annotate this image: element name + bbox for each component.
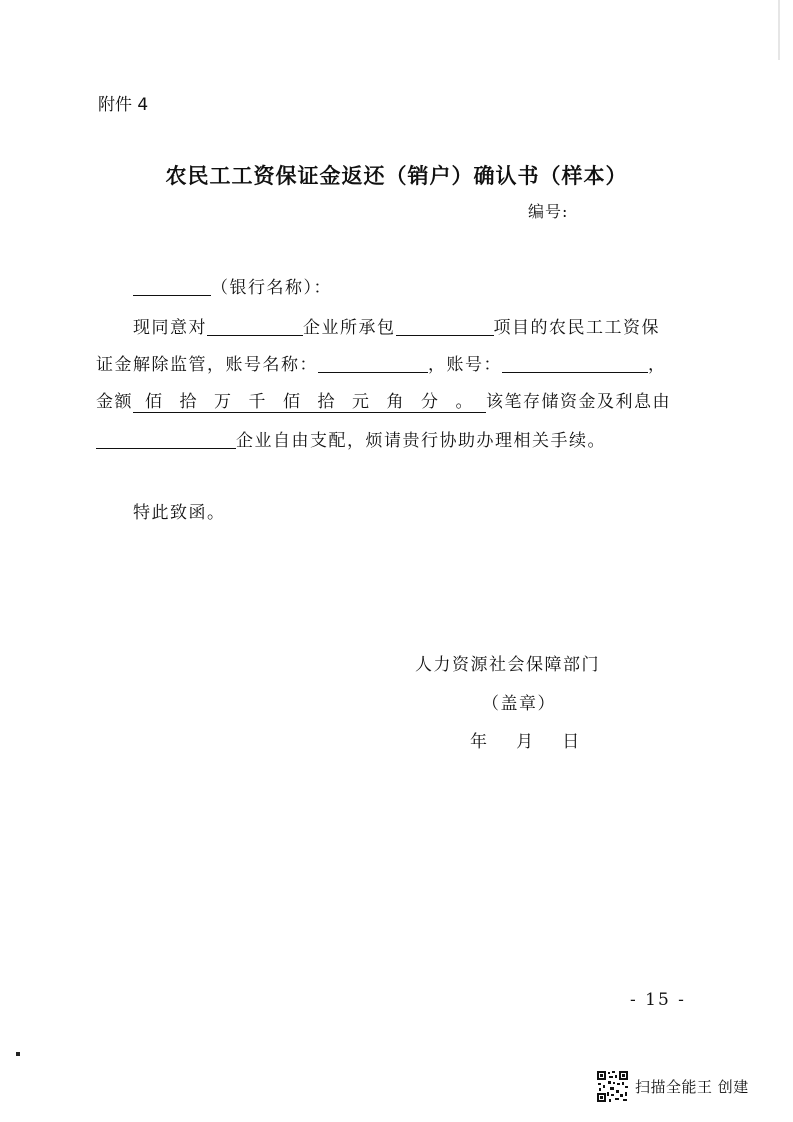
- amount-unit: 分: [421, 392, 440, 412]
- closing-remark: 特此致函。: [133, 503, 226, 523]
- page-edge-shadow: [778, 0, 780, 60]
- paragraph-line-1: [133, 313, 660, 338]
- recipient-company-blank: [96, 430, 236, 449]
- department-signature: 人力资源社会保障部门: [415, 655, 600, 675]
- text-account-number-label: ，账号：: [428, 355, 502, 375]
- amount-unit: 角: [386, 392, 405, 412]
- account-number-blank: [502, 354, 648, 373]
- paragraph-line-3: [96, 387, 671, 413]
- document-title: 农民工工资保证金返还（销户）确认书（样本）: [165, 163, 628, 188]
- text-agree: 现同意对: [133, 318, 207, 338]
- amount-unit: 元: [352, 392, 371, 412]
- bank-name-label: （银行名称）：: [211, 278, 332, 298]
- serial-number-label: 编号:: [528, 202, 569, 221]
- text-comma: ，: [648, 355, 667, 375]
- bank-name-line: [133, 273, 332, 298]
- paragraph-line-4: [96, 426, 606, 451]
- bank-name-blank: [133, 277, 211, 296]
- amount-unit: 万: [214, 392, 233, 412]
- text-company-contract: 企业所承包: [303, 318, 396, 338]
- amount-unit: 拾: [179, 392, 198, 412]
- company-blank: [207, 317, 303, 336]
- amount-in-words: [133, 387, 486, 413]
- page-number: - 15 -: [630, 990, 686, 1010]
- text-project: 项目的农民工工资保: [493, 318, 660, 338]
- qr-code-icon: [596, 1070, 629, 1103]
- amount-unit: 千: [248, 392, 267, 412]
- amount-unit: 佰: [145, 392, 164, 412]
- amount-unit: 佰: [283, 392, 302, 412]
- text-account-name-label: 证金解除监管，账号名称：: [96, 355, 318, 375]
- date-line: 年 月 日: [470, 732, 581, 752]
- amount-unit: 拾: [317, 392, 336, 412]
- text-funds-interest: 该笔存储资金及利息由: [486, 392, 671, 412]
- text-free-disposal: 企业自由支配，烦请贵行协助办理相关手续。: [236, 431, 606, 451]
- project-blank: [396, 317, 494, 336]
- account-name-blank: [318, 354, 428, 373]
- seal-label: （盖章）: [482, 694, 556, 714]
- scanner-watermark: [596, 1070, 749, 1103]
- attachment-label: 附件 4: [98, 95, 149, 115]
- text-amount-label: 金额: [96, 392, 133, 412]
- scanner-app-credit: 扫描全能王 创建: [635, 1078, 749, 1096]
- paragraph-line-2: [96, 350, 667, 375]
- scan-artifact: [16, 1052, 20, 1056]
- text-period: 。: [455, 392, 474, 412]
